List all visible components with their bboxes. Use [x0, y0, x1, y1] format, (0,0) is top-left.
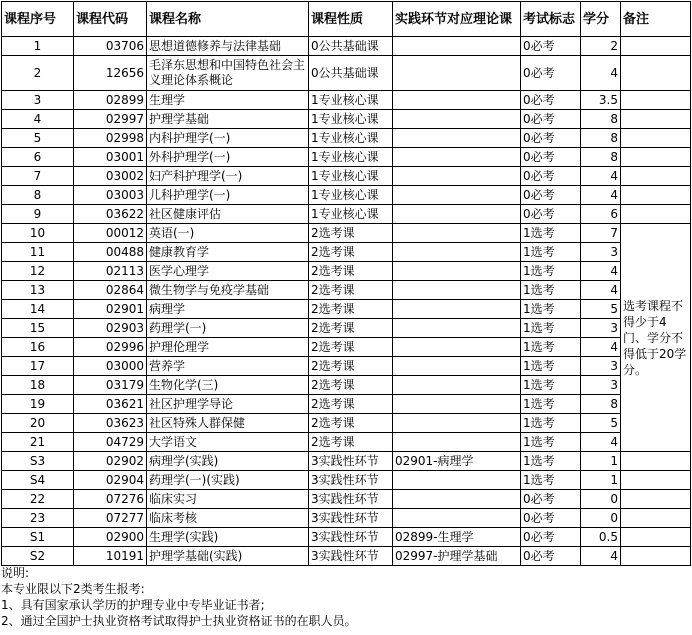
table-row: [2, 205, 691, 224]
header-exam: 考试标志: [521, 2, 581, 37]
cell-exam-flag: 1选考: [521, 319, 581, 338]
cell-course-type: 2选考课: [309, 357, 393, 376]
cell-course-type: 2选考课: [309, 338, 393, 357]
cell-theory-course: [393, 300, 521, 319]
cell-exam-flag: 0必考: [521, 205, 581, 224]
cell-course-type: 2选考课: [309, 376, 393, 395]
cell-code: 07276: [74, 490, 147, 509]
cell-course-name: 临床实习: [147, 490, 309, 509]
cell-exam-flag: 1选考: [521, 281, 581, 300]
header-name: 课程名称: [147, 2, 309, 37]
cell-exam-flag: 1选考: [521, 300, 581, 319]
cell-exam-flag: 1选考: [521, 338, 581, 357]
cell-course-type: 2选考课: [309, 281, 393, 300]
table-row: [2, 319, 691, 338]
cell-theory-course: [393, 243, 521, 262]
cell-course-type: 1专业核心课: [309, 129, 393, 148]
cell-exam-flag: 1选考: [521, 376, 581, 395]
header-remark: 备注: [621, 2, 691, 37]
cell-course-type: 3实践性环节: [309, 528, 393, 547]
cell-course-name: 妇产科护理学(一): [147, 167, 309, 186]
cell-course-type: 1专业核心课: [309, 186, 393, 205]
cell-exam-flag: 0必考: [521, 167, 581, 186]
cell-exam-flag: 1选考: [521, 224, 581, 243]
cell-code: 02904: [74, 471, 147, 490]
cell-course-name: 外科护理学(一): [147, 148, 309, 167]
cell-course-type: 3实践性环节: [309, 509, 393, 528]
table-row: [2, 224, 691, 243]
cell-exam-flag: 0必考: [521, 148, 581, 167]
cell-remark: [621, 186, 691, 205]
cell-theory-course: [393, 471, 521, 490]
cell-code: 02902: [74, 452, 147, 471]
cell-remark-elective: 选考课程不得少于4门、学分不得低于20学分。: [621, 224, 691, 452]
cell-credit: 3: [581, 319, 621, 338]
header-credit: 学分: [581, 2, 621, 37]
cell-code: 02903: [74, 319, 147, 338]
cell-credit: 8: [581, 395, 621, 414]
cell-seq: S3: [2, 452, 74, 471]
cell-credit: 4: [581, 338, 621, 357]
cell-course-type: 3实践性环节: [309, 547, 393, 566]
cell-credit: 2: [581, 37, 621, 56]
cell-remark: [621, 205, 691, 224]
cell-remark: [621, 528, 691, 547]
cell-seq: 13: [2, 281, 74, 300]
cell-credit: 1: [581, 471, 621, 490]
cell-code: 12656: [74, 56, 147, 91]
cell-credit: 4: [581, 281, 621, 300]
cell-credit: 1: [581, 452, 621, 471]
cell-credit: 3: [581, 243, 621, 262]
notes-line: 2、通过全国护士执业资格考试取得护士执业资格证书的在职人员。: [1, 614, 357, 628]
cell-course-type: 3实践性环节: [309, 490, 393, 509]
cell-code: 02998: [74, 129, 147, 148]
cell-theory-course: [393, 186, 521, 205]
cell-seq: 2: [2, 56, 74, 91]
cell-seq: 5: [2, 129, 74, 148]
cell-course-type: 1专业核心课: [309, 167, 393, 186]
table-row: [2, 395, 691, 414]
cell-code: 03000: [74, 357, 147, 376]
table-row: [2, 186, 691, 205]
cell-theory-course: [393, 395, 521, 414]
cell-exam-flag: 0必考: [521, 129, 581, 148]
cell-credit: 4: [581, 433, 621, 452]
cell-theory-course: [393, 281, 521, 300]
table-row: [2, 414, 691, 433]
cell-seq: 16: [2, 338, 74, 357]
header-seq: 课程序号: [2, 2, 74, 37]
cell-seq: 22: [2, 490, 74, 509]
cell-theory-course: [393, 490, 521, 509]
cell-course-name: 微生物学与免疫学基础: [147, 281, 309, 300]
cell-code: 03003: [74, 186, 147, 205]
cell-course-name: 社区特殊人群保健: [147, 414, 309, 433]
cell-code: 04729: [74, 433, 147, 452]
header-row: [2, 2, 691, 37]
cell-credit: 4: [581, 186, 621, 205]
notes-section: [1, 565, 691, 629]
cell-code: 03621: [74, 395, 147, 414]
cell-credit: 8: [581, 148, 621, 167]
cell-credit: 5: [581, 300, 621, 319]
cell-theory-course: [393, 433, 521, 452]
cell-credit: 4: [581, 56, 621, 91]
table-row: [2, 338, 691, 357]
cell-seq: 4: [2, 110, 74, 129]
cell-theory-course: 02899-生理学: [393, 528, 521, 547]
cell-theory-course: [393, 376, 521, 395]
cell-code: 03179: [74, 376, 147, 395]
cell-code: 02864: [74, 281, 147, 300]
cell-theory-course: [393, 148, 521, 167]
cell-seq: 23: [2, 509, 74, 528]
cell-exam-flag: 0必考: [521, 186, 581, 205]
table-row: [2, 262, 691, 281]
header-type: 课程性质: [309, 2, 393, 37]
cell-credit: 4: [581, 262, 621, 281]
cell-code: 02996: [74, 338, 147, 357]
cell-code: 00012: [74, 224, 147, 243]
cell-course-name: 健康教育学: [147, 243, 309, 262]
cell-exam-flag: 1选考: [521, 395, 581, 414]
cell-seq: 6: [2, 148, 74, 167]
notes-line: 本专业限以下2类考生报考:: [1, 582, 145, 596]
cell-seq: 8: [2, 186, 74, 205]
cell-exam-flag: 1选考: [521, 262, 581, 281]
cell-credit: 8: [581, 110, 621, 129]
cell-theory-course: [393, 262, 521, 281]
cell-exam-flag: 1选考: [521, 243, 581, 262]
cell-credit: 0: [581, 490, 621, 509]
cell-course-type: 1专业核心课: [309, 91, 393, 110]
table-row: [2, 110, 691, 129]
cell-exam-flag: 1选考: [521, 471, 581, 490]
cell-remark: [621, 129, 691, 148]
cell-code: 02901: [74, 300, 147, 319]
cell-remark: [621, 471, 691, 490]
table-row: [2, 528, 691, 547]
cell-course-name: 社区护理学导论: [147, 395, 309, 414]
table-row: [2, 129, 691, 148]
cell-exam-flag: 0必考: [521, 528, 581, 547]
cell-theory-course: 02901-病理学: [393, 452, 521, 471]
cell-credit: 4: [581, 547, 621, 566]
cell-remark: [621, 490, 691, 509]
cell-code: 03622: [74, 205, 147, 224]
cell-credit: 6: [581, 205, 621, 224]
cell-seq: 11: [2, 243, 74, 262]
cell-course-type: 3实践性环节: [309, 452, 393, 471]
table-row: [2, 547, 691, 566]
cell-code: 02899: [74, 91, 147, 110]
curriculum-table: [1, 1, 691, 566]
cell-course-type: 2选考课: [309, 300, 393, 319]
cell-course-type: 2选考课: [309, 243, 393, 262]
cell-credit: 0: [581, 509, 621, 528]
cell-exam-flag: 0必考: [521, 547, 581, 566]
cell-course-name: 临床考核: [147, 509, 309, 528]
cell-course-name: 病理学: [147, 300, 309, 319]
cell-seq: S1: [2, 528, 74, 547]
cell-seq: 18: [2, 376, 74, 395]
cell-course-name: 护理伦理学: [147, 338, 309, 357]
cell-seq: 3: [2, 91, 74, 110]
cell-theory-course: [393, 357, 521, 376]
cell-seq: 7: [2, 167, 74, 186]
cell-course-type: 0公共基础课: [309, 37, 393, 56]
cell-course-type: 2选考课: [309, 224, 393, 243]
cell-theory-course: [393, 37, 521, 56]
header-theory: 实践环节对应理论课: [393, 2, 521, 37]
cell-course-name: 医学心理学: [147, 262, 309, 281]
cell-exam-flag: 1选考: [521, 357, 581, 376]
table-row: [2, 37, 691, 56]
cell-course-name: 生理学: [147, 91, 309, 110]
cell-theory-course: 02997-护理学基础: [393, 547, 521, 566]
cell-code: 10191: [74, 547, 147, 566]
cell-theory-course: [393, 110, 521, 129]
cell-remark: [621, 547, 691, 566]
cell-course-name: 生物化学(三): [147, 376, 309, 395]
cell-seq: S2: [2, 547, 74, 566]
cell-remark: [621, 167, 691, 186]
header-code: 课程代码: [74, 2, 147, 37]
cell-course-name: 护理学基础: [147, 110, 309, 129]
table-row: [2, 91, 691, 110]
cell-theory-course: [393, 224, 521, 243]
cell-code: 00488: [74, 243, 147, 262]
cell-exam-flag: 0必考: [521, 91, 581, 110]
cell-remark: [621, 110, 691, 129]
cell-course-type: 1专业核心课: [309, 148, 393, 167]
cell-course-name: 内科护理学(一): [147, 129, 309, 148]
cell-remark: [621, 452, 691, 471]
cell-course-name: 营养学: [147, 357, 309, 376]
cell-exam-flag: 1选考: [521, 452, 581, 471]
cell-seq: S4: [2, 471, 74, 490]
cell-seq: 10: [2, 224, 74, 243]
cell-remark: [621, 509, 691, 528]
cell-course-name: 大学语文: [147, 433, 309, 452]
table-row: [2, 167, 691, 186]
cell-theory-course: [393, 319, 521, 338]
cell-exam-flag: 0必考: [521, 37, 581, 56]
cell-course-name: 儿科护理学(一): [147, 186, 309, 205]
cell-remark: [621, 37, 691, 56]
cell-course-type: 1专业核心课: [309, 205, 393, 224]
cell-course-type: 3实践性环节: [309, 471, 393, 490]
cell-code: 07277: [74, 509, 147, 528]
cell-remark: [621, 148, 691, 167]
cell-credit: 0.5: [581, 528, 621, 547]
cell-code: 03002: [74, 167, 147, 186]
table-row: [2, 433, 691, 452]
cell-seq: 19: [2, 395, 74, 414]
cell-course-name: 毛泽东思想和中国特色社会主义理论体系概论: [147, 56, 309, 91]
table-row: [2, 452, 691, 471]
cell-credit: 8: [581, 129, 621, 148]
cell-seq: 9: [2, 205, 74, 224]
cell-exam-flag: 1选考: [521, 433, 581, 452]
cell-course-name: 药理学(一)(实践): [147, 471, 309, 490]
cell-exam-flag: 0必考: [521, 509, 581, 528]
table-row: [2, 509, 691, 528]
table-row: [2, 148, 691, 167]
cell-course-name: 药理学(一): [147, 319, 309, 338]
cell-course-type: 0公共基础课: [309, 56, 393, 91]
cell-seq: 21: [2, 433, 74, 452]
cell-seq: 1: [2, 37, 74, 56]
cell-code: 02900: [74, 528, 147, 547]
cell-course-type: 2选考课: [309, 395, 393, 414]
cell-course-type: 1专业核心课: [309, 110, 393, 129]
cell-course-name: 病理学(实践): [147, 452, 309, 471]
cell-credit: 5: [581, 414, 621, 433]
table-row: [2, 56, 691, 91]
cell-course-type: 2选考课: [309, 414, 393, 433]
cell-exam-flag: 0必考: [521, 56, 581, 91]
table-row: [2, 357, 691, 376]
cell-seq: 20: [2, 414, 74, 433]
cell-course-type: 2选考课: [309, 319, 393, 338]
cell-seq: 14: [2, 300, 74, 319]
cell-theory-course: [393, 56, 521, 91]
cell-course-name: 护理学基础(实践): [147, 547, 309, 566]
cell-seq: 17: [2, 357, 74, 376]
table-row: [2, 281, 691, 300]
table-row: [2, 490, 691, 509]
table-row: [2, 243, 691, 262]
cell-course-type: 2选考课: [309, 433, 393, 452]
cell-exam-flag: 0必考: [521, 110, 581, 129]
cell-exam-flag: 1选考: [521, 414, 581, 433]
cell-code: 02113: [74, 262, 147, 281]
cell-theory-course: [393, 129, 521, 148]
cell-theory-course: [393, 167, 521, 186]
cell-code: 02997: [74, 110, 147, 129]
cell-theory-course: [393, 338, 521, 357]
cell-seq: 15: [2, 319, 74, 338]
cell-exam-flag: 0必考: [521, 490, 581, 509]
cell-theory-course: [393, 509, 521, 528]
cell-course-name: 社区健康评估: [147, 205, 309, 224]
table-row: [2, 376, 691, 395]
cell-theory-course: [393, 414, 521, 433]
cell-course-name: 英语(一): [147, 224, 309, 243]
cell-theory-course: [393, 205, 521, 224]
cell-remark: [621, 56, 691, 91]
cell-code: 03706: [74, 37, 147, 56]
cell-credit: 3: [581, 376, 621, 395]
cell-course-name: 生理学(实践): [147, 528, 309, 547]
cell-credit: 3: [581, 357, 621, 376]
table-row: [2, 300, 691, 319]
notes-line: 1、具有国家承认学历的护理专业中专毕业证书者;: [1, 598, 265, 612]
cell-code: 03623: [74, 414, 147, 433]
table-row: [2, 471, 691, 490]
cell-course-name: 思想道德修养与法律基础: [147, 37, 309, 56]
cell-credit: 3.5: [581, 91, 621, 110]
cell-remark: [621, 91, 691, 110]
cell-code: 03001: [74, 148, 147, 167]
cell-seq: 12: [2, 262, 74, 281]
notes-title: 说明:: [1, 566, 30, 580]
cell-credit: 4: [581, 167, 621, 186]
cell-credit: 7: [581, 224, 621, 243]
cell-theory-course: [393, 91, 521, 110]
cell-course-type: 2选考课: [309, 262, 393, 281]
